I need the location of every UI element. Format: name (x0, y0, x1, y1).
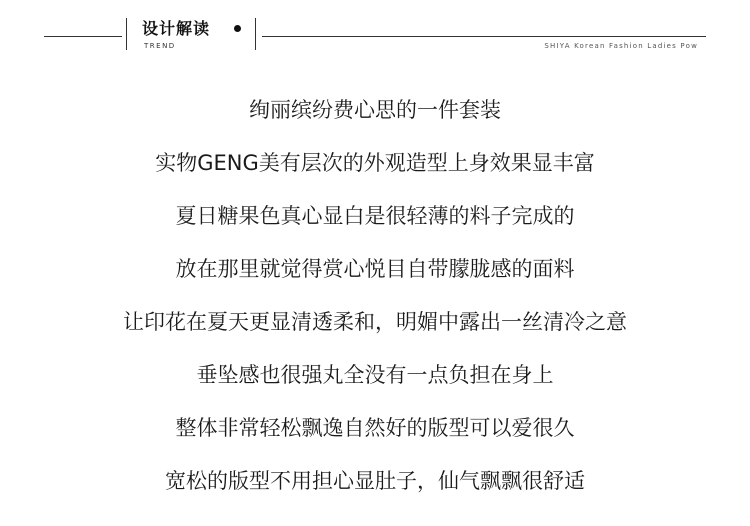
section-header (0, 0, 750, 60)
description-line: 夏日糖果色真心显白是很轻薄的料子完成的 (175, 204, 575, 228)
section-subtitle: TREND (144, 42, 176, 50)
section-title: 设计解读 (142, 19, 211, 38)
description-line: 放在那里就觉得赏心悦目自带朦胧感的面料 (175, 257, 575, 281)
description-line: 宽松的版型不用担心显肚子，仙气飘飘很舒适 (165, 469, 585, 493)
description-line: 让印花在夏天更显清透柔和，明媚中露出一丝清冷之意 (123, 310, 627, 334)
description-line: 整体非常轻松飘逸自然好的版型可以爱很久 (175, 416, 575, 440)
brand-tagline: SHIYA Korean Fashion Ladies Pow (544, 42, 698, 50)
header-rule-left (44, 36, 122, 37)
header-rule-right (262, 36, 706, 37)
header-title-block (142, 16, 254, 56)
description-line: 实物GENG美有层次的外观造型上身效果显丰富 (155, 151, 595, 175)
header-bracket-left (126, 18, 127, 50)
title-dot-icon (234, 25, 241, 32)
design-description-list (0, 90, 750, 514)
description-line: 垂坠感也很强丸全没有一点负担在身上 (196, 363, 554, 387)
header-bracket-right (255, 18, 256, 50)
description-line: 绚丽缤纷费心思的一件套装 (249, 98, 501, 122)
